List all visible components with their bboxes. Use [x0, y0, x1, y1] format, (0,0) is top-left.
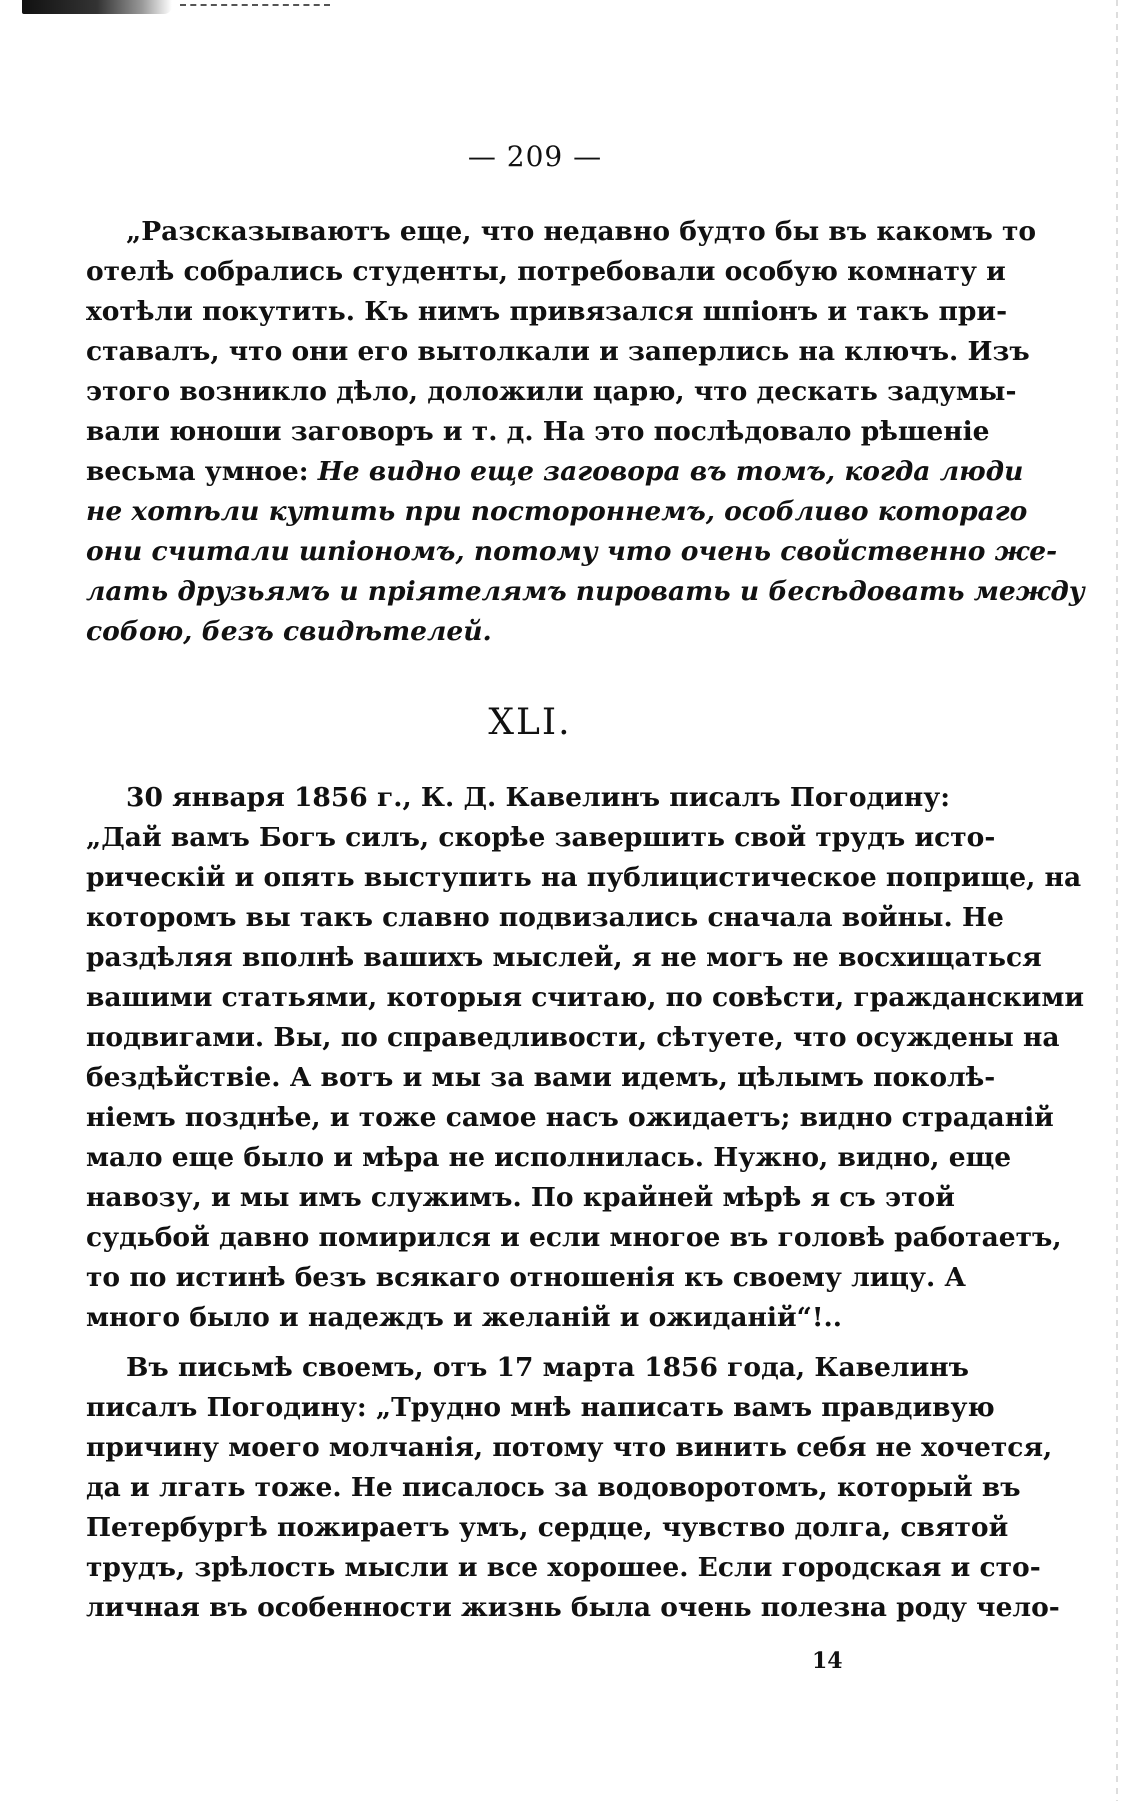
text-line: рическій и опять выступить на публицистическое поприще, на [86, 862, 1082, 893]
text-line: „Разсказываютъ еще, что недавно будто бы въ какомъ то [126, 216, 1037, 247]
text-line: Въ письмѣ своемъ, отъ 17 марта 1856 года, Кавелинъ [126, 1352, 969, 1383]
text-line: много было и надеждъ и желаній и ожиданій“!.. [86, 1302, 842, 1333]
text-line: бездѣйствіе. А вотъ и мы за вами идемъ, цѣлымъ поколѣ- [86, 1062, 996, 1093]
text-line: вашими статьями, которыя считаю, по совѣсти, гражданскими [86, 982, 1085, 1013]
text-plain: весьма умное: [86, 456, 318, 487]
text-line: личная въ особенности жизнь была очень полезна роду чело- [86, 1592, 1060, 1623]
text-line-italic: они считали шпіономъ, потому что очень свойственно же- [86, 536, 1058, 567]
scan-artifact-edge [1116, 0, 1118, 1801]
text-line: писалъ Погодину: „Трудно мнѣ написать вамъ правдивую [86, 1392, 995, 1423]
text-line: ніемъ позднѣе, и тоже самое насъ ожидаетъ; видно страданій [86, 1102, 1054, 1133]
text-line: ставалъ, что они его вытолкали и заперлись на ключъ. Изъ [86, 336, 1030, 367]
text-line: этого возникло дѣло, доложили царю, что дескать задумы- [86, 376, 1017, 407]
text-line: отелѣ собрались студенты, потребовали особую комнату и [86, 256, 1006, 287]
text-line: судьбой давно помирился и если многое въ головѣ работаетъ, [86, 1222, 1062, 1253]
scan-artifact-top [22, 0, 172, 14]
paragraph-1 [86, 212, 1085, 652]
text-line: навозу, и мы имъ служимъ. По крайней мѣрѣ я съ этой [86, 1182, 955, 1213]
text-line: 30 января 1856 г., К. Д. Кавелинъ писалъ Погодину: [126, 782, 950, 813]
text-line-italic: лать друзьямъ и пріятелямъ пировать и бесѣдовать между [86, 576, 1085, 607]
paragraph-3 [86, 1348, 1060, 1628]
text-line-italic: не хотѣли кутить при постороннемъ, особливо котораго [86, 496, 1028, 527]
text-line-mixed [86, 452, 1024, 492]
text-line-italic: собою, безъ свидѣтелей. [86, 616, 492, 647]
page-number: — 209 — [467, 140, 603, 173]
text-line: мало еще было и мѣра не исполнилась. Нужно, видно, еще [86, 1142, 1012, 1173]
text-line: которомъ вы такъ славно подвизались сначала войны. Не [86, 902, 1004, 933]
text-line: Петербургѣ пожираетъ умъ, сердце, чувство долга, святой [86, 1512, 1009, 1543]
text-line: причину моего молчанія, потому что винить себя не хочется, [86, 1432, 1053, 1463]
text-line: да и лгать тоже. Не писалось за водоворотомъ, который въ [86, 1472, 1021, 1503]
text-line: то по истинѣ безъ всякаго отношенія къ своему лицу. А [86, 1262, 966, 1293]
paragraph-2 [86, 778, 1085, 1338]
text-italic: Не видно еще заговора въ томъ, когда люди [317, 456, 1024, 487]
text-line: раздѣляя вполнѣ вашихъ мыслей, я не могъ не восхищаться [86, 942, 1042, 973]
section-heading: XLI. [488, 702, 572, 743]
scan-artifact-dash [180, 4, 330, 6]
text-line: трудъ, зрѣлость мысли и все хорошее. Если городская и сто- [86, 1552, 1041, 1583]
text-line: вали юноши заговоръ и т. д. На это послѣдовало рѣшеніе [86, 416, 990, 447]
text-line: „Дай вамъ Богъ силъ, скорѣе завершить свой трудъ исто- [86, 822, 996, 853]
signature-mark: 14 [812, 1648, 843, 1674]
text-line: хотѣли покутить. Къ нимъ привязался шпіонъ и такъ при- [86, 296, 1008, 327]
text-line: подвигами. Вы, по справедливости, сѣтуете, что осуждены на [86, 1022, 1060, 1053]
